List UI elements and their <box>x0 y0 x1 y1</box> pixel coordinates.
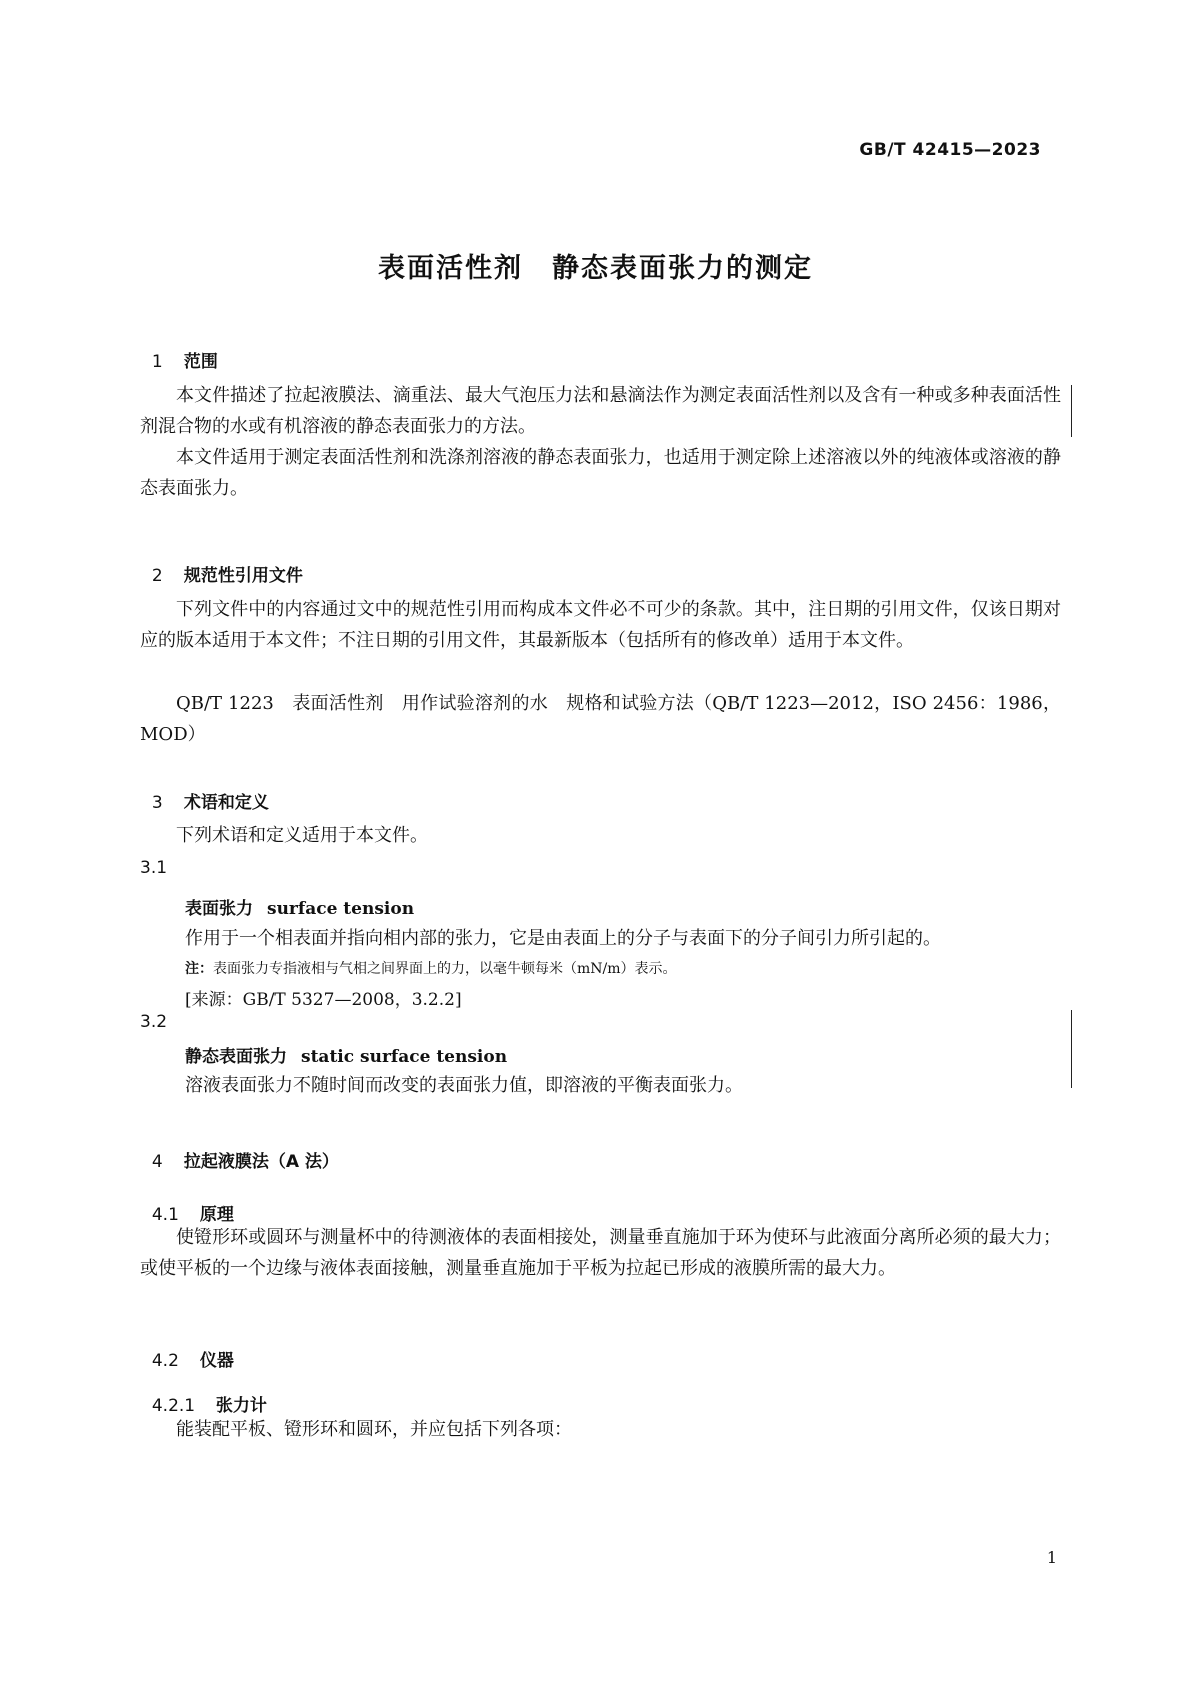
term-en: static surface tension <box>301 1047 508 1067</box>
tensiometer-paragraph: 能装配平板、镫形环和圆环，并应包括下列各项： <box>176 1419 572 1440</box>
section-number: 2 <box>151 566 163 586</box>
section-3-heading <box>140 768 269 813</box>
term-definition: 作用于一个相表面并指向相内部的张力，它是由表面上的分子与表面下的分子间引力所引起的。 <box>185 928 941 949</box>
change-bar <box>1071 1010 1072 1088</box>
term-definition: 溶液表面张力不随时间而改变的表面张力值，即溶液的平衡表面张力。 <box>185 1075 743 1096</box>
section-1-heading <box>140 327 218 372</box>
subsection-number: 4.2 <box>151 1351 179 1371</box>
term-number: 3.2 <box>140 1012 168 1032</box>
term-note <box>185 958 677 978</box>
note-label: 注： <box>185 961 213 977</box>
section-title: 术语和定义 <box>183 793 269 813</box>
subsection-title: 原理 <box>199 1205 234 1225</box>
section-number: 4 <box>151 1152 163 1172</box>
term-en: surface tension <box>267 899 415 919</box>
subsection-number: 4.1 <box>151 1205 179 1225</box>
normative-reference: QB/T 1223 表面活性剂 用作试验溶剂的水 规格和试验方法（QB/T 1223—2012，ISO 2456：1986，MOD） <box>140 693 1061 745</box>
change-bar <box>1071 385 1072 437</box>
section-title: 拉起液膜法（A 法） <box>183 1152 339 1172</box>
term-heading <box>185 1042 507 1067</box>
section-3-intro: 下列术语和定义适用于本文件。 <box>176 825 428 846</box>
subsection-4-2-1-heading <box>140 1371 267 1416</box>
section-number: 3 <box>151 793 163 813</box>
term-zh: 表面张力 <box>185 899 253 919</box>
page-number: 1 <box>1046 1548 1057 1567</box>
subsection-title: 张力计 <box>215 1396 267 1416</box>
term-source: [来源：GB/T 5327—2008，3.2.2] <box>185 990 462 1010</box>
document-title: 表面活性剂 静态表面张力的测定 <box>378 253 813 284</box>
document-code: GB/T 42415—2023 <box>859 140 1041 160</box>
section-1-paragraph-2: 本文件适用于测定表面活性剂和洗涤剂溶液的静态表面张力，也适用于测定除上述溶液以外的纯液体或溶液的静态表面张力。 <box>140 447 1061 499</box>
section-2-heading <box>140 541 303 586</box>
subsection-number: 4.2.1 <box>151 1396 196 1416</box>
note-text: 表面张力专指液相与气相之间界面上的力，以毫牛顿每米（mN/m）表示。 <box>213 961 677 977</box>
subsection-4-2-heading <box>140 1326 234 1371</box>
section-2-paragraph-1: 下列文件中的内容通过文中的规范性引用而构成本文件必不可少的条款。其中，注日期的引用文件，仅该日期对应的版本适用于本文件；不注日期的引用文件，其最新版本（包括所有的修改单）适用于本文件。 <box>140 599 1061 651</box>
subsection-title: 仪器 <box>199 1351 234 1371</box>
section-title: 规范性引用文件 <box>183 566 303 586</box>
section-4-heading <box>140 1127 339 1172</box>
section-1-paragraph-1: 本文件描述了拉起液膜法、滴重法、最大气泡压力法和悬滴法作为测定表面活性剂以及含有一种或多种表面活性剂混合物的水或有机溶液的静态表面张力的方法。 <box>140 385 1061 437</box>
principle-paragraph: 使镫形环或圆环与测量杯中的待测液体的表面相接处，测量垂直施加于环为使环与此液面分离所必须的最大力；或使平板的一个边缘与液体表面接触，测量垂直施加于平板为拉起已形成的液膜所需的最大力。 <box>140 1227 1061 1279</box>
term-number: 3.1 <box>140 858 168 878</box>
term-zh: 静态表面张力 <box>185 1047 287 1067</box>
subsection-4-1-heading <box>140 1180 234 1225</box>
term-heading <box>185 894 414 919</box>
section-number: 1 <box>151 352 163 372</box>
section-title: 范围 <box>183 352 218 372</box>
